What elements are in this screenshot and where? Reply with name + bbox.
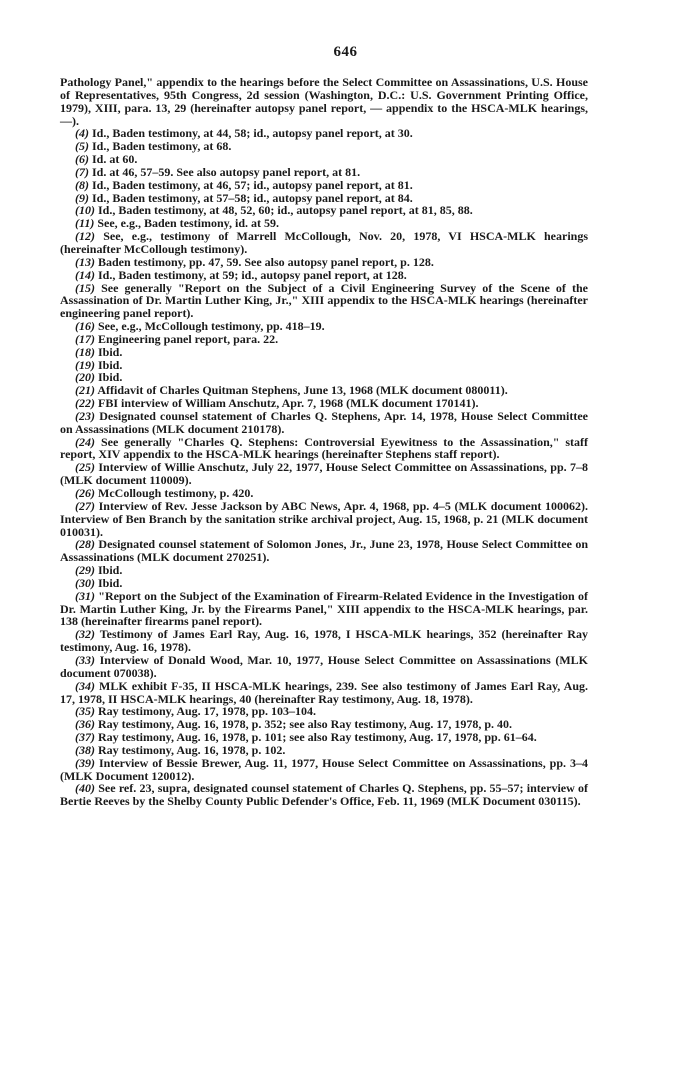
footnote-text: Ibid. (98, 575, 123, 590)
footnote-number: (16) (75, 319, 95, 334)
footnote-number: (31) (75, 588, 95, 603)
footnote (60, 230, 588, 256)
footnote-number: (4) (75, 126, 89, 141)
page-number: 646 (333, 44, 358, 60)
footnote-number: (5) (75, 139, 89, 154)
footnote-number: (20) (75, 370, 95, 385)
footnote-text: See, e.g., Baden testimony, id. at 59. (97, 216, 280, 231)
footnote (60, 538, 588, 564)
footnote (60, 359, 588, 372)
footnote-number: (12) (75, 229, 95, 244)
footnote-number: (39) (75, 755, 95, 770)
footnote (60, 680, 588, 706)
footnote-number: (13) (75, 254, 95, 269)
footnote (60, 782, 588, 808)
footnote-text: Interview of Rev. Jesse Jackson by ABC News, Apr. 4, 1968, pp. 4–5 (MLK document 100062). Interview of Ben Branch by the sanitation strike archival project, Aug. 15, 1968, p. 21 (MLK document 010031). (60, 498, 589, 539)
footnote (60, 500, 588, 539)
footnote-number: (15) (75, 280, 95, 295)
footnote-text: Ray testimony, Aug. 16, 1978, p. 352; see also Ray testimony, Aug. 17, 1978, p. 40. (98, 717, 513, 732)
footnote (60, 757, 588, 783)
footnote-number: (26) (75, 486, 95, 500)
footnote-text: Baden testimony, pp. 47, 59. See also autopsy panel report, p. 128. (98, 254, 434, 269)
footnote-text: Interview of Willie Anschutz, July 22, 1977, House Select Committee on Assassinations, pp. 7–8 (MLK document 110009). (60, 460, 589, 488)
footnote-text: Id., Baden testimony, at 44, 58; id., autopsy panel report, at 30. (92, 126, 413, 141)
footnote-number: (18) (75, 344, 95, 359)
footnote-text: Pathology Panel," appendix to the hearings before the Select Committee on Assassinations, U.S. House of Representatives, 95th Congress, 2d session (Washington, D.C.: U.S. Government Printing Office, 1979), XIII, para. 13, 29 (hereinafter autopsy panel report, — appendix to the HSCA-MLK hearings, —). (60, 75, 588, 128)
footnote-number: (8) (75, 177, 89, 192)
footnote-number: (7) (75, 164, 89, 179)
footnote-number: (27) (75, 498, 95, 513)
footnote-number: (6) (75, 152, 89, 167)
footnote (60, 628, 588, 654)
footnote-text: "Report on the Subject of the Examination of Firearm-Related Evidence in the Investigation of Dr. Martin Luther King, Jr. by the Firearms Panel," XIII appendix to the HSCA-MLK hearings, par. 138 (hereinafter firearms panel report). (60, 588, 588, 629)
footnote-text: Affidavit of Charles Quitman Stephens, June 13, 1968 (MLK document 080011). (97, 383, 508, 398)
footnote (60, 410, 588, 436)
footnote (60, 564, 588, 577)
footnote-number: (36) (75, 717, 95, 732)
footnote-number: (32) (75, 627, 95, 642)
footnote (60, 140, 588, 153)
footnote-number: (23) (75, 408, 95, 423)
footnote (60, 436, 588, 462)
footnote-text: Ibid. (98, 370, 123, 385)
footnote-number: (37) (75, 730, 95, 745)
footnote (60, 333, 588, 346)
footnote-number: (30) (75, 575, 95, 590)
footnote-text: See generally "Report on the Subject of a Civil Engineering Survey of the Scene of the Assassination of Dr. Martin Luther King, Jr.," XIII appendix to the HSCA-MLK hearings (hereinafter engineering panel report). (60, 280, 588, 321)
footnote-number: (25) (75, 460, 95, 475)
footnote-text: Id., Baden testimony, at 68. (92, 139, 232, 154)
footnote (60, 654, 588, 680)
footnote-text: Interview of Bessie Brewer, Aug. 11, 1977, House Select Committee on Assassinations, pp. 3–4 (MLK Document 120012). (60, 755, 589, 783)
footnote-text: Designated counsel statement of Charles Q. Stephens, Apr. 14, 1978, House Select Committee on Assassinations (MLK document 210178). (60, 408, 589, 436)
footnote-text: See ref. 23, supra, designated counsel statement of Charles Q. Stephens, pp. 55–57; interview of Bertie Reeves by the Shelby County Public Defender's Office, Feb. 11, 1969 (MLK Document 030115). (60, 781, 589, 809)
footnote-text: Engineering panel report, para. 22. (98, 331, 279, 346)
footnote-text: Ray testimony, Aug. 16, 1978, p. 101; see also Ray testimony, Aug. 17, 1978, pp. 61–64. (98, 730, 537, 745)
footnote-number: (28) (75, 537, 95, 552)
footnote-number: (33) (75, 652, 95, 667)
footnote-text: Ibid. (98, 344, 123, 359)
footnote-text: FBI interview of William Anschutz, Apr. 7, 1968 (MLK document 170141). (98, 396, 479, 411)
footnote-number: (14) (75, 267, 95, 282)
footnote-text: See, e.g., testimony of Marrell McCollough, Nov. 20, 1978, VI HSCA-MLK hearings (hereinafter McCollough testimony). (60, 229, 589, 256)
footnote-number: (19) (75, 357, 95, 372)
footnote-text: Ibid. (98, 563, 123, 578)
footnote-number: (17) (75, 331, 95, 346)
footnote-text: MLK exhibit F-35, II HSCA-MLK hearings, 239. See also testimony of James Earl Ray, Aug. 17, 1978, II HSCA-MLK hearings, 40 (hereinafter Ray testimony, Aug. 18, 1978). (60, 678, 589, 706)
footnote-number: (10) (75, 203, 95, 218)
footnote (60, 590, 588, 629)
footnote-text: Id., Baden testimony, at 57–58; id., autopsy panel report, at 84. (92, 190, 413, 205)
footnote-text: See, e.g., McCollough testimony, pp. 418–19. (98, 319, 325, 334)
footnote-continuation (60, 76, 588, 127)
footnote-number: (38) (75, 742, 95, 757)
footnote-text: Id., Baden testimony, at 48, 52, 60; id., autopsy panel report, at 81, 85, 88. (98, 203, 473, 218)
footnote (60, 461, 588, 487)
footnote-number: (11) (75, 216, 95, 231)
footnote-text: McCollough testimony, p. 420. (98, 486, 254, 500)
footnote-number: (21) (75, 383, 95, 398)
footnote (60, 346, 588, 359)
footnote-text: Ray testimony, Aug. 16, 1978, p. 102. (98, 742, 286, 757)
footnote-text: Id. at 46, 57–59. See also autopsy panel report, at 81. (92, 164, 361, 179)
footnote-number: (34) (75, 678, 95, 693)
footnote-text: Id. at 60. (92, 152, 138, 167)
footnote-text: See generally "Charles Q. Stephens: Controversial Eyewitness to the Assassination," staff report, XIV appendix to the HSCA-MLK hearings (hereinafter Stephens staff report). (60, 434, 588, 462)
footnotes-list (60, 76, 588, 808)
footnote (60, 282, 588, 321)
footnote-text: Id., Baden testimony, at 59; id., autopsy panel report, at 128. (98, 267, 407, 282)
footnote-text: Designated counsel statement of Solomon Jones, Jr., June 23, 1978, House Select Committee on Assassinations (MLK document 270251). (60, 537, 588, 565)
footnote-number: (40) (75, 781, 95, 796)
footnote-number: (22) (75, 396, 95, 411)
footnote-text: Ray testimony, Aug. 17, 1978, pp. 103–104. (98, 704, 317, 719)
footnote-number: (35) (75, 704, 95, 719)
footnote-number: (24) (75, 434, 95, 449)
footnote-text: Testimony of James Earl Ray, Aug. 16, 1978, I HSCA-MLK hearings, 352 (hereinafter Ray testimony, Aug. 16, 1978). (60, 627, 588, 655)
footnote-text: Id., Baden testimony, at 46, 57; id., autopsy panel report, at 81. (92, 177, 413, 192)
footnote-text: Ibid. (98, 357, 123, 372)
footnote-number: (29) (75, 563, 95, 578)
footnote-number: (9) (75, 190, 89, 205)
footnote-text: Interview of Donald Wood, Mar. 10, 1977, House Select Committee on Assassinations (MLK document 070038). (60, 652, 588, 680)
